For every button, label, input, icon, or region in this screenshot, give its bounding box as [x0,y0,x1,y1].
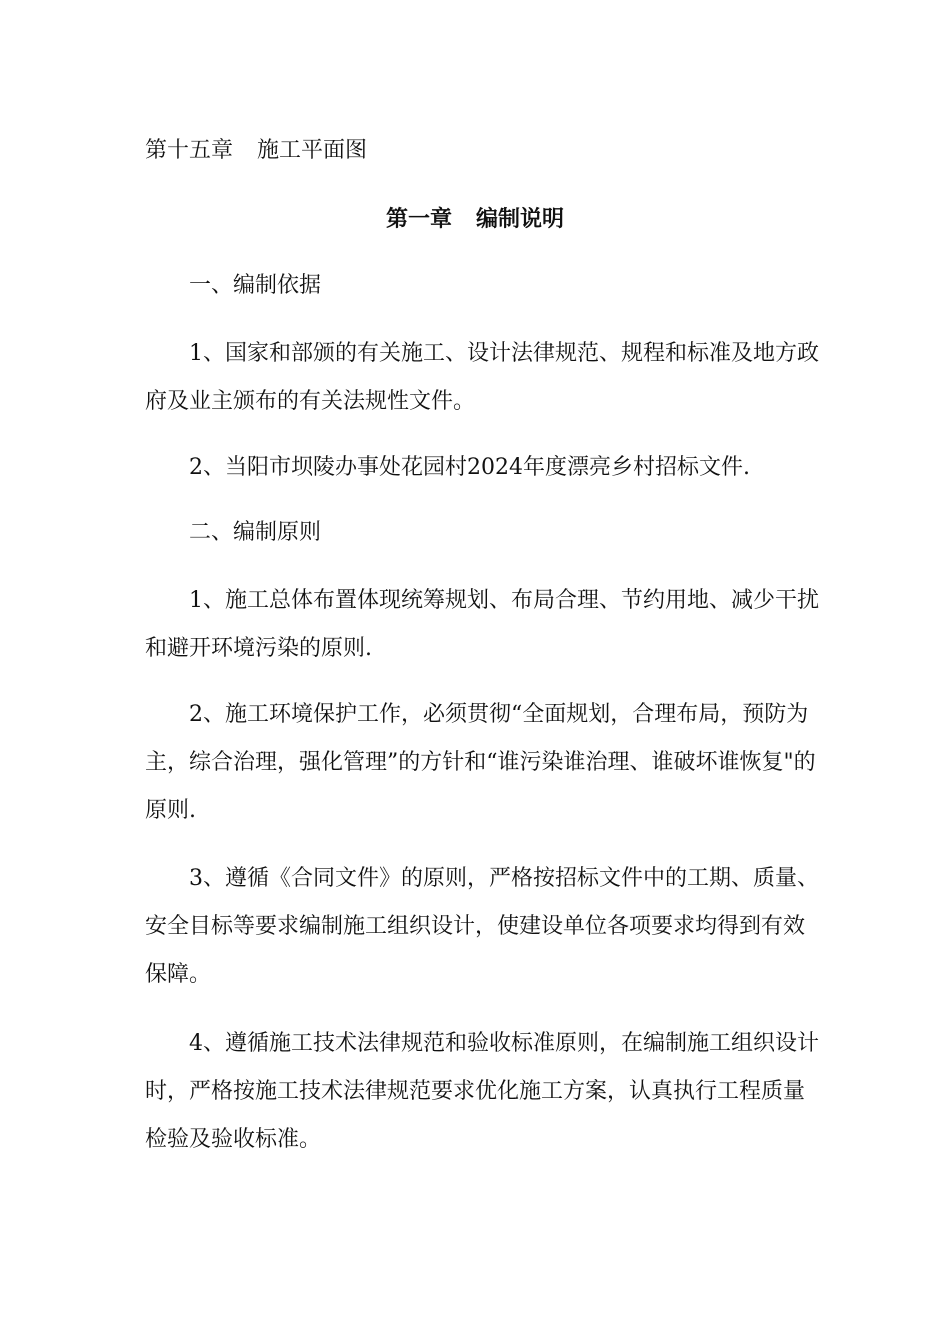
paragraph-principle-4: 4、遵循施工技术法律规范和验收标准原则，在编制施工组织设计时，严格按施工技术法律规范要求优化施工方案，认真执行工程质量检验及验收标准。 [145,1031,819,1152]
paragraph-principle-3: 3、遵循《合同文件》的原则，严格按招标文件中的工期、质量、安全目标等要求编制施工组织设计，使建设单位各项要求均得到有效保障。 [145,866,819,987]
chapter-title [0,205,950,235]
paragraph-basis-1: 1、国家和部颁的有关施工、设计法律规范、规程和标准及地方政府及业主颁布的有关法规性文件。 [145,341,819,414]
chapter-name: 编制说明 [476,207,565,232]
chapter-number: 第一章 [385,207,452,232]
paragraph-principle-2: 2、施工环境保护工作，必须贯彻“全面规划，合理布局，预防为主，综合治理，强化管理”的方针和“谁污染谁治理、谁破坏谁恢复"的原则. [145,702,816,823]
paragraph-basis-2: 2、当阳市坝陵办事处花园村2024年度漂亮乡村招标文件. [189,455,750,480]
section-heading-principles: 二、编制原则 [189,520,322,545]
toc-chapter-number: 第十五章 [145,138,234,163]
toc-entry [0,136,950,166]
paragraph-principle-1: 1、施工总体布置体现统筹规划、布局合理、节约用地、减少干扰和避开环境污染的原则. [145,588,819,661]
toc-chapter-name: 施工平面图 [257,138,368,163]
section-heading-basis: 一、编制依据 [189,273,322,298]
